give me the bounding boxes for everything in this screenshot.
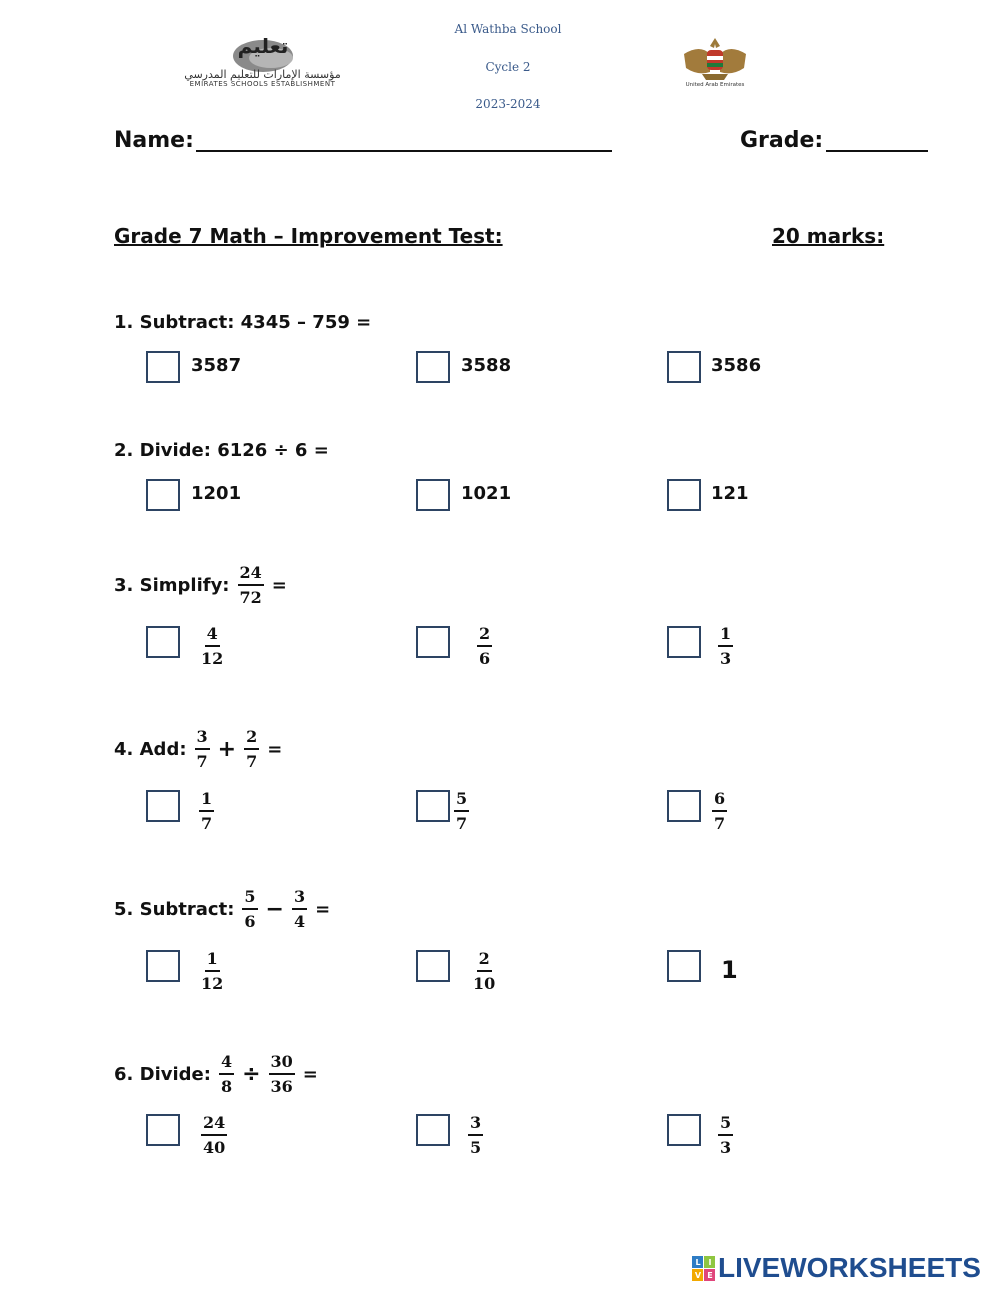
- q4-option-b-den: 7: [456, 814, 468, 833]
- q5-equals: =: [315, 899, 331, 920]
- liveworksheets-badge-icon: [692, 1256, 716, 1282]
- q4-fraction-a: [195, 729, 210, 770]
- badge-letter: E: [707, 1271, 713, 1280]
- q6-fraction-a-num: 4: [219, 1054, 234, 1075]
- q6-option-a-den: 40: [203, 1138, 226, 1157]
- q5-option-b-checkbox[interactable]: [416, 950, 450, 982]
- q4-equals: =: [267, 739, 283, 760]
- q1-option-b: 3588: [461, 355, 512, 376]
- q4-option-a-num: 1: [199, 791, 214, 812]
- q6-option-a-num: 24: [201, 1115, 227, 1136]
- q4-option-c-checkbox[interactable]: [667, 790, 701, 822]
- q1-option-c: 3586: [711, 355, 762, 376]
- q1-option-a-checkbox[interactable]: [146, 351, 180, 383]
- badge-letter: L: [695, 1258, 701, 1267]
- q5-option-a-num: 1: [205, 951, 220, 972]
- q4-option-b-num: 5: [454, 791, 469, 812]
- q6-option-b-den: 5: [470, 1138, 482, 1157]
- logo-english-text: EMIRATES SCHOOLS ESTABLISHMENT: [189, 80, 336, 88]
- q3-option-a: [199, 626, 225, 667]
- q6-fraction-b: [269, 1054, 295, 1095]
- emblem-caption: United Arab Emirates: [685, 82, 745, 88]
- falcon-emblem-icon: [680, 36, 750, 82]
- question-2: [114, 440, 329, 461]
- badge-letters: [692, 1256, 716, 1282]
- q2-option-c-checkbox[interactable]: [667, 479, 701, 511]
- q6-option-a-checkbox[interactable]: [146, 1114, 180, 1146]
- q4-fraction-a-den: 7: [196, 752, 208, 771]
- q4-fraction-b-num: 2: [244, 729, 259, 750]
- q4-option-a-den: 7: [201, 814, 213, 833]
- q3-fraction-den: 72: [239, 588, 262, 607]
- q4-option-c-num: 6: [712, 791, 727, 812]
- badge-letter: V: [694, 1271, 702, 1280]
- q4-option-c-den: 7: [714, 814, 726, 833]
- q4-option-a-checkbox[interactable]: [146, 790, 180, 822]
- q3-option-c-num: 1: [718, 626, 733, 647]
- uae-emblem: [680, 36, 750, 92]
- q6-fraction-b-den: 36: [270, 1077, 293, 1096]
- q6-equals: =: [302, 1064, 318, 1085]
- q3-option-c-checkbox[interactable]: [667, 626, 701, 658]
- logo-brand-arabic: تعليم: [237, 34, 289, 58]
- test-marks: 20 marks:: [772, 224, 885, 248]
- q5-option-c: 1: [721, 956, 738, 984]
- q6-option-b-checkbox[interactable]: [416, 1114, 450, 1146]
- q1-option-b-checkbox[interactable]: [416, 351, 450, 383]
- q3-option-a-num: 4: [205, 626, 220, 647]
- q4-fraction-a-num: 3: [195, 729, 210, 750]
- q5-option-b: [471, 951, 497, 992]
- q5-option-c-checkbox[interactable]: [667, 950, 701, 982]
- question-3-prompt: 3. Simplify:: [114, 575, 230, 596]
- q2-option-b-checkbox[interactable]: [416, 479, 450, 511]
- q5-fraction-a-den: 6: [244, 912, 256, 931]
- q6-fraction-b-num: 30: [269, 1054, 295, 1075]
- grade-field[interactable]: [826, 150, 928, 152]
- q5-fraction-a-num: 5: [242, 889, 257, 910]
- q1-option-a: 3587: [191, 355, 242, 376]
- test-title: Grade 7 Math – Improvement Test:: [114, 224, 503, 248]
- question-6-prompt: 6. Divide:: [114, 1064, 211, 1085]
- year-label: 2023-2024: [475, 97, 541, 111]
- school-name: Al Wathba School: [454, 22, 562, 36]
- q4-option-b: [454, 791, 469, 832]
- q1-option-c-checkbox[interactable]: [667, 351, 701, 383]
- question-5-prompt: 5. Subtract:: [114, 899, 235, 920]
- q3-option-c: [718, 626, 733, 667]
- grade-label: Grade:: [740, 128, 824, 153]
- q4-option-b-checkbox[interactable]: [416, 790, 450, 822]
- q2-option-a: 1201: [191, 483, 242, 504]
- question-1-prompt: 1. Subtract: 4345 – 759 =: [114, 312, 372, 333]
- q5-option-b-num: 2: [477, 951, 492, 972]
- q3-fraction: [238, 565, 264, 606]
- question-4-prompt: 4. Add:: [114, 739, 187, 760]
- q6-option-b: [468, 1115, 483, 1156]
- q5-operator: −: [265, 897, 284, 922]
- q3-equals: =: [271, 575, 287, 596]
- q6-option-a: [201, 1115, 227, 1156]
- q6-fraction-a: [219, 1054, 234, 1095]
- q6-option-c-den: 3: [720, 1138, 732, 1157]
- question-4: [114, 729, 282, 770]
- q4-operator: +: [217, 737, 237, 762]
- emirates-schools-logo: [165, 36, 360, 90]
- name-field[interactable]: [196, 150, 612, 152]
- q6-operator: ÷: [242, 1062, 261, 1087]
- question-1: [114, 312, 371, 333]
- q5-fraction-b-den: 4: [293, 912, 306, 931]
- question-3: [114, 565, 287, 606]
- q4-option-c: [712, 791, 727, 832]
- q3-option-a-checkbox[interactable]: [146, 626, 180, 658]
- q6-fraction-a-den: 8: [220, 1077, 233, 1096]
- q3-option-b-num: 2: [477, 626, 492, 647]
- logo-arabic-text: مؤسسة الإمارات للتعليم المدرسي: [184, 68, 341, 81]
- q3-fraction-num: 24: [238, 565, 264, 586]
- cycle-label: Cycle 2: [485, 60, 531, 74]
- q2-option-c: 121: [711, 483, 749, 504]
- q5-fraction-b-num: 3: [292, 889, 307, 910]
- q5-option-a-checkbox[interactable]: [146, 950, 180, 982]
- q4-fraction-b: [244, 729, 259, 770]
- badge-letter: I: [708, 1258, 712, 1267]
- question-6: [114, 1054, 318, 1095]
- q3-option-c-den: 3: [720, 649, 732, 668]
- q6-option-c-checkbox[interactable]: [667, 1114, 701, 1146]
- q5-fraction-b: [292, 889, 307, 930]
- q4-option-a: [199, 791, 214, 832]
- q3-option-b-den: 6: [479, 649, 491, 668]
- name-label: Name:: [114, 128, 194, 153]
- q2-option-b: 1021: [461, 483, 512, 504]
- q5-option-a: [199, 951, 225, 992]
- q5-fraction-a: [242, 889, 257, 930]
- q5-option-b-den: 10: [473, 974, 496, 993]
- liveworksheets-brand[interactable]: LIVEWORKSHEETS: [718, 1252, 981, 1283]
- q6-option-c-num: 5: [718, 1115, 733, 1136]
- q3-option-b-checkbox[interactable]: [416, 626, 450, 658]
- question-2-prompt: 2. Divide: 6126 ÷ 6 =: [114, 440, 329, 461]
- q5-option-a-den: 12: [201, 974, 224, 993]
- q4-fraction-b-den: 7: [246, 752, 258, 771]
- question-5: [114, 889, 330, 930]
- q3-option-b: [477, 626, 492, 667]
- q6-option-b-num: 3: [468, 1115, 483, 1136]
- q3-option-a-den: 12: [201, 649, 224, 668]
- q2-option-a-checkbox[interactable]: [146, 479, 180, 511]
- q6-option-c: [718, 1115, 733, 1156]
